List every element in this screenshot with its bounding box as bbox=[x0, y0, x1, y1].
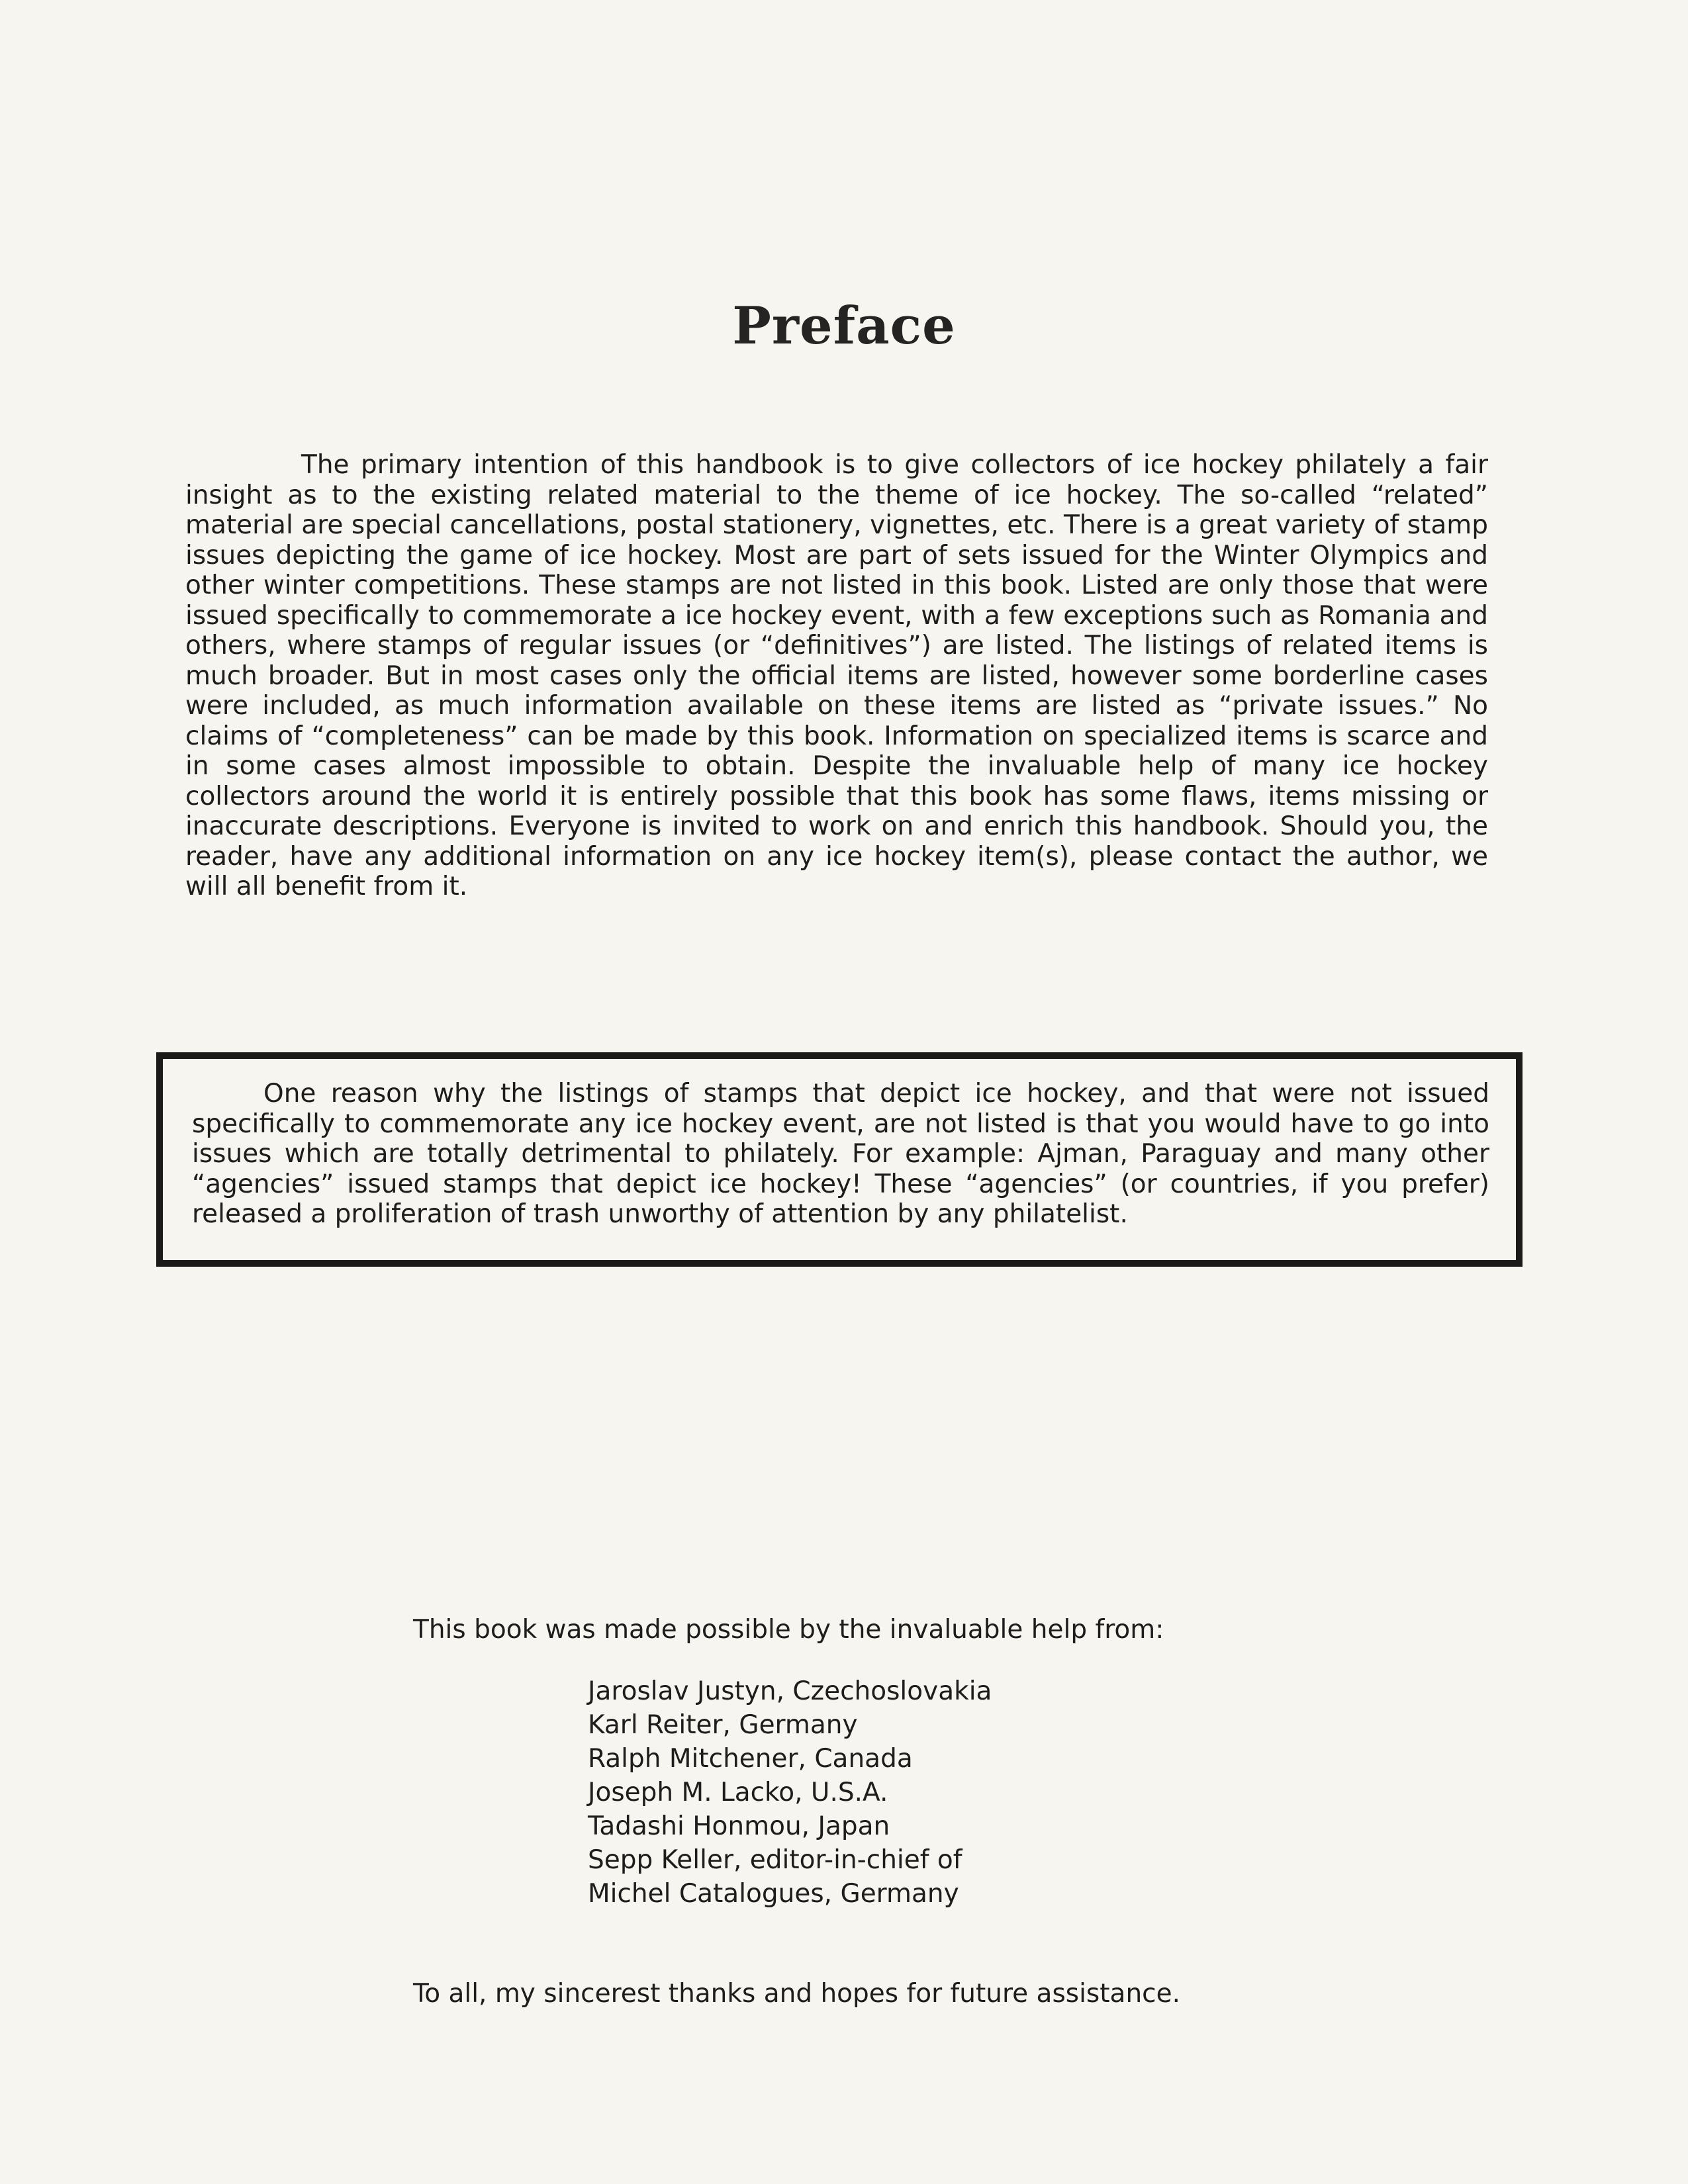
contributor-item: Sepp Keller, editor-in-chief of Michel Catalogues, Germany bbox=[588, 1845, 962, 1909]
contributor-item: Ralph Mitchener, Canada bbox=[588, 1744, 913, 1774]
contributor-item: Jaroslav Justyn, Czechoslovakia bbox=[588, 1676, 992, 1706]
acknowledgements-intro: This book was made possible by the invaluable help from: bbox=[413, 1615, 1164, 1645]
contributor-item: Joseph M. Lacko, U.S.A. bbox=[588, 1778, 888, 1807]
contributor-item: Tadashi Honmou, Japan bbox=[588, 1811, 890, 1841]
boxed-note-text: One reason why the listings of stamps that depict ice hockey, and that were not issued specifically to commemorate any ice hockey event, are not listed is that you would have to go into issues which are totally detrimental to philately. For example: Ajman, Paraguay and many other “agencies” issued stamps that depict ice hockey! These “agencies” (or countries, if you prefer) released a proliferation of trash unworthy of attention by any philatelist. bbox=[192, 1079, 1489, 1229]
contributor-list bbox=[588, 1674, 992, 1911]
contributor-item: Karl Reiter, Germany bbox=[588, 1710, 858, 1740]
boxed-note bbox=[156, 1052, 1523, 1267]
page-title: Preface bbox=[732, 296, 956, 357]
acknowledgements-closing: To all, my sincerest thanks and hopes for future assistance. bbox=[413, 1979, 1180, 2009]
preface-paragraph: The primary intention of this handbook is to give collectors of ice hockey philately a fair insight as to the existing related material to the theme of ice hockey. The so-called “related” material are special cancellations, postal stationery, vignettes, etc. There is a great variety of stamp issues depicting the game of ice hockey. Most are part of sets issued for the Winter Olympics and other winter competitions. These stamps are not listed in this book. Listed are only those that were issued specifically to commemorate a ice hockey event, with a few exceptions such as Romania and others, where stamps of regular issues (or “definitives”) are listed. The listings of related items is much broader. But in most cases only the official items are listed, however some borderline cases were included, as much information available on these items are listed as “private issues.” No claims of “completeness” can be made by this book. Information on specialized items is scarce and in some cases almost impossible to obtain. Despite the invaluable help of many ice hockey collectors around the world it is entirely possible that this book has some flaws, items missing or inaccurate descriptions. Everyone is invited to work on and enrich this handbook. Should you, the reader, have any additional information on any ice hockey item(s), please contact the author, we will all benefit from it. bbox=[185, 450, 1488, 901]
